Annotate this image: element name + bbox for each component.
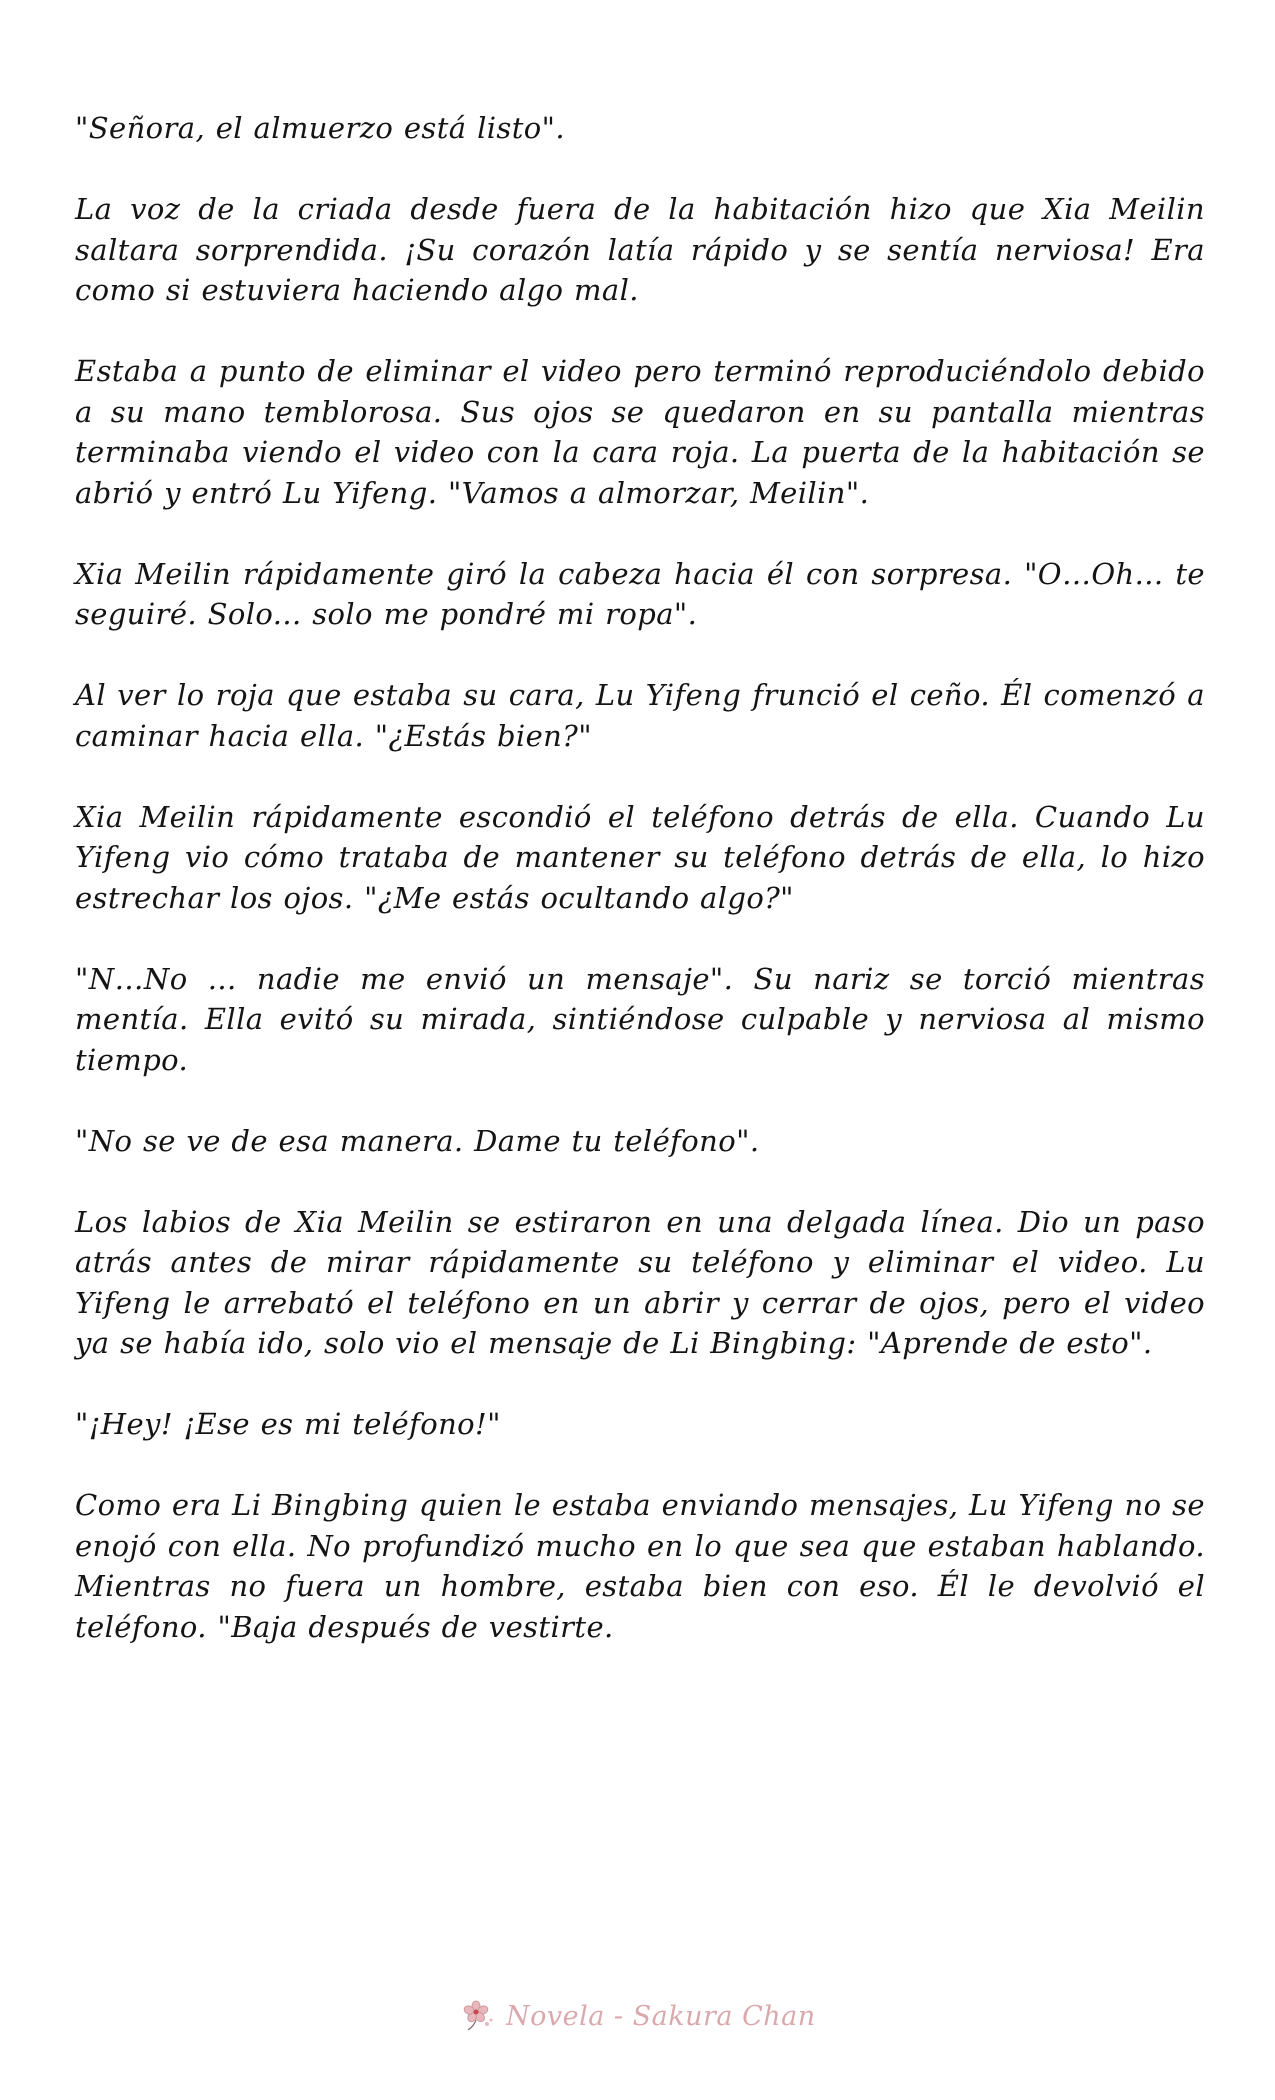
watermark-text: Novela - Sakura Chan (506, 2000, 816, 2032)
paragraph: "Señora, el almuerzo está listo". (75, 111, 565, 145)
paragraph: "¡Hey! ¡Ese es mi teléfono!" (75, 1407, 501, 1441)
paragraph: La voz de la criada desde fuera de la habitación hizo que Xia Meilin saltara sorprendida. ¡Su corazón latía rápido y se sentía nerviosa! Era como si estuviera haciendo algo mal. (75, 192, 1205, 307)
sakura-flower-icon (462, 1998, 498, 2034)
paragraph: Xia Meilin rápidamente escondió el teléfono detrás de ella. Cuando Lu Yifeng vio cómo trataba de mantener su teléfono detrás de ella, lo hizo estrechar los ojos. "¿Me estás ocultando algo?" (75, 799, 1205, 915)
paragraph: Como era Li Bingbing quien le estaba enviando mensajes, Lu Yifeng no se enojó con ella. No profundizó mucho en lo que sea que estaban hablando. Mientras no fuera un hombre, estaba bien con eso. Él le devolvió el teléfono. "Baja después de vestirte. (75, 1488, 1205, 1644)
story-text (75, 108, 1205, 1688)
paragraph: "N…No ... nadie me envió un mensaje". Su nariz se torció mientras mentía. Ella evitó su mirada, sintiéndose culpable y nerviosa al mismo tiempo. (75, 961, 1205, 1077)
paragraph: Xia Meilin rápidamente giró la cabeza hacia él con sorpresa. "O…Oh... te seguiré. Solo... solo me pondré mi ropa". (75, 556, 1205, 631)
paragraph: Estaba a punto de eliminar el video pero terminó reproduciéndolo debido a su mano temblorosa. Sus ojos se quedaron en su pantalla mientras terminaba viendo el video con la cara roja. La puerta de la habitación se abrió y entró Lu Yifeng. "Vamos a almorzar, Meilin". (75, 354, 1205, 510)
paragraph: "No se ve de esa manera. Dame tu teléfono". (75, 1123, 760, 1158)
paragraph: Al ver lo roja que estaba su cara, Lu Yifeng frunció el ceño. Él comenzó a caminar hacia ella. "¿Estás bien?" (75, 678, 1205, 753)
watermark (462, 1992, 816, 2040)
paragraph: Los labios de Xia Meilin se estiraron en una delgada línea. Dio un paso atrás antes de mirar rápidamente su teléfono y eliminar el video. Lu Yifeng le arrebató el teléfono en un abrir y cerrar de ojos, pero el video ya se había ido, solo vio el mensaje de Li Bingbing: "Aprende de esto". (75, 1204, 1205, 1360)
